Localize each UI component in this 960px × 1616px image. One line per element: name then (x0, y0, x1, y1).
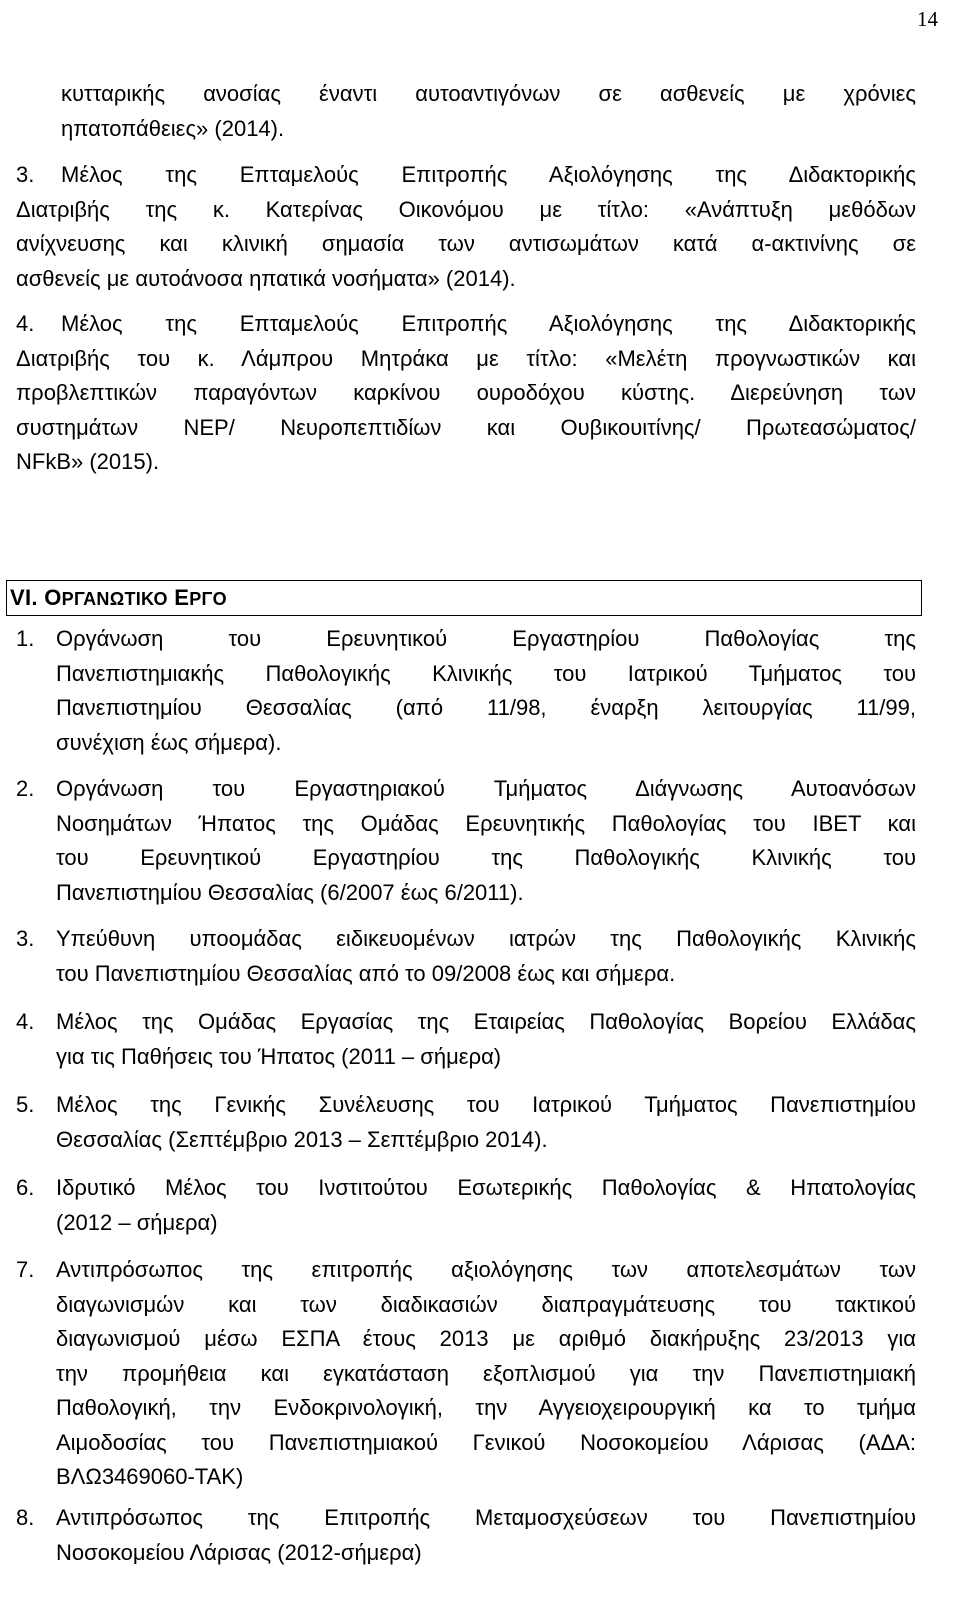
text-line: του Ερευνητικού Εργαστηρίου της Παθολογικής Κλινικής του (56, 845, 916, 870)
text-line: προβλεπτικών παραγόντων καρκίνου ουροδόχου κύστης. Διερεύνηση των (16, 380, 916, 405)
text-line: συνέχιση έως σήμερα). (56, 729, 282, 755)
text-line: Παθολογική, την Ενδοκρινολογική, την Αγγειοχειρουργική κα το τμήμα (56, 1395, 916, 1420)
committee-item-3 (61, 158, 916, 193)
list-item (56, 1501, 916, 1570)
committee-item-4-number: 4. (16, 311, 35, 336)
list-item (56, 772, 916, 910)
text-line: Πανεπιστημίου Θεσσαλίας (από 11/98, έναρξη λειτουργίας 11/99, (56, 695, 916, 720)
text-line: Μέλος της Γενικής Συνέλευσης του Ιατρικού Τμήματος Πανεπιστημίου (56, 1092, 916, 1117)
text-line: Διατριβής του κ. Λάμπρου Μητράκα με τίτλο: «Μελέτη προγνωστικών και (16, 345, 916, 371)
text-line: Οργάνωση του Ερευνητικού Εργαστηρίου Παθολογίας της (56, 626, 916, 651)
section-title-rest-2: ΡΓΟ (189, 589, 227, 609)
list-item-number: 7. (16, 1257, 35, 1282)
text-line: Υπεύθυνη υποομάδας ειδικευομένων ιατρών της Παθολογικής Κλινικής (56, 926, 916, 951)
section-heading (10, 582, 227, 615)
text-line: Μέλος της Επταμελούς Επιτροπής Αξιολόγησης της Διδακτορικής (61, 162, 916, 187)
text-line: (2012 – σήμερα) (56, 1209, 218, 1235)
committee-item-3-number: 3. (16, 162, 35, 187)
text-line: για τις Παθήσεις του Ήπατος (2011 – σήμερα) (56, 1043, 502, 1069)
text-line: ανίχνευσης και κλινική σημασία των αντισωμάτων κατά α-ακτινίνης σε (16, 231, 916, 256)
section-roman-numeral: VI. (10, 585, 38, 610)
list-item (56, 1253, 916, 1495)
text-line: ηπατοπάθειες» (2014). (61, 115, 285, 141)
list-item (56, 1005, 916, 1074)
list-item-number: 8. (16, 1505, 35, 1530)
text-line: Διατριβής της κ. Κατερίνας Οικονόμου με τίτλο: «Ανάπτυξη μεθόδων (16, 196, 916, 222)
text-line: Ιδρυτικό Μέλος του Ινστιτούτου Εσωτερικής Παθολογίας & Ηπατολογίας (56, 1175, 916, 1200)
text-line: Πανεπιστημίου Θεσσαλίας (6/2007 έως 6/2011). (56, 879, 524, 905)
text-line: Μέλος της Επταμελούς Επιτροπής Αξιολόγησης της Διδακτορικής (61, 311, 916, 336)
text-line: Οργάνωση του Εργαστηριακού Τμήματος Διάγνωσης Αυτοανόσων (56, 776, 916, 801)
section-title-initial-2: Ε (174, 585, 190, 610)
section-title-rest-1: ΡΓΑΝΩΤΙΚΟ (61, 589, 168, 609)
text-line: NFkB» (2015). (16, 449, 160, 474)
text-line: ΒΛΩ3469060-ΤΑΚ) (56, 1464, 244, 1489)
list-item (56, 922, 916, 991)
text-line: του Πανεπιστημίου Θεσσαλίας από το 09/2008 έως και σήμερα. (56, 960, 676, 986)
page-number: 14 (917, 7, 938, 31)
list-item (56, 1088, 916, 1157)
text-line: Αντιπρόσωπος της επιτροπής αξιολόγησης των αποτελεσμάτων των (56, 1257, 916, 1282)
text-line: κυτταρικής ανοσίας έναντι αυτοαντιγόνων σε ασθενείς με χρόνιες (61, 81, 916, 106)
list-item-number: 6. (16, 1175, 35, 1200)
text-line: Αιμοδοσίας του Πανεπιστημιακού Γενικού Νοσοκομείου Λάρισας (ΑΔΑ: (56, 1429, 916, 1455)
text-line: Πανεπιστημιακής Παθολογικής Κλινικής του Ιατρικού Τμήματος του (56, 660, 916, 686)
text-line: συστημάτων NEP/ Νευροπεπτιδίων και Ουβικουιτίνης/ Πρωτεασώματος/ (16, 414, 916, 440)
committee-item-2-continuation (61, 77, 916, 146)
committee-item-3-rest (16, 193, 916, 297)
text-line: διαγωνισμού μέσω ΕΣΠΑ έτους 2013 με αριθμό διακήρυξης 23/2013 για (56, 1326, 916, 1351)
text-line: την προμήθεια και εγκατάσταση εξοπλισμού για την Πανεπιστημιακή (56, 1360, 916, 1386)
list-item-number: 2. (16, 776, 35, 801)
section-title-initial-1: Ο (44, 585, 62, 610)
text-line: διαγωνισμών και των διαδικασιών διαπραγμάτευσης του τακτικού (56, 1291, 916, 1317)
list-item (56, 1171, 916, 1240)
list-item-number: 3. (16, 926, 35, 951)
text-line: ασθενείς με αυτοάνοσα ηπατικά νοσήματα» (2014). (16, 265, 516, 291)
list-item (56, 622, 916, 760)
text-line: Νοσημάτων Ήπατος της Ομάδας Ερευνητικής Παθολογίας του ΙΒΕΤ και (56, 810, 916, 836)
text-line: Αντιπρόσωπος της Επιτροπής Μεταμοσχεύσεων του Πανεπιστημίου (56, 1505, 916, 1530)
list-item-number: 1. (16, 626, 35, 651)
list-item-number: 4. (16, 1009, 35, 1034)
text-line: Μέλος της Ομάδας Εργασίας της Εταιρείας Παθολογίας Βορείου Ελλάδας (56, 1009, 916, 1034)
committee-item-4-rest (16, 342, 916, 480)
committee-item-4-first-line (61, 307, 916, 342)
list-item-number: 5. (16, 1092, 35, 1117)
text-line: Νοσοκομείου Λάρισας (2012-σήμερα) (56, 1539, 422, 1565)
text-line: Θεσσαλίας (Σεπτέμβριο 2013 – Σεπτέμβριο 2014). (56, 1126, 548, 1152)
